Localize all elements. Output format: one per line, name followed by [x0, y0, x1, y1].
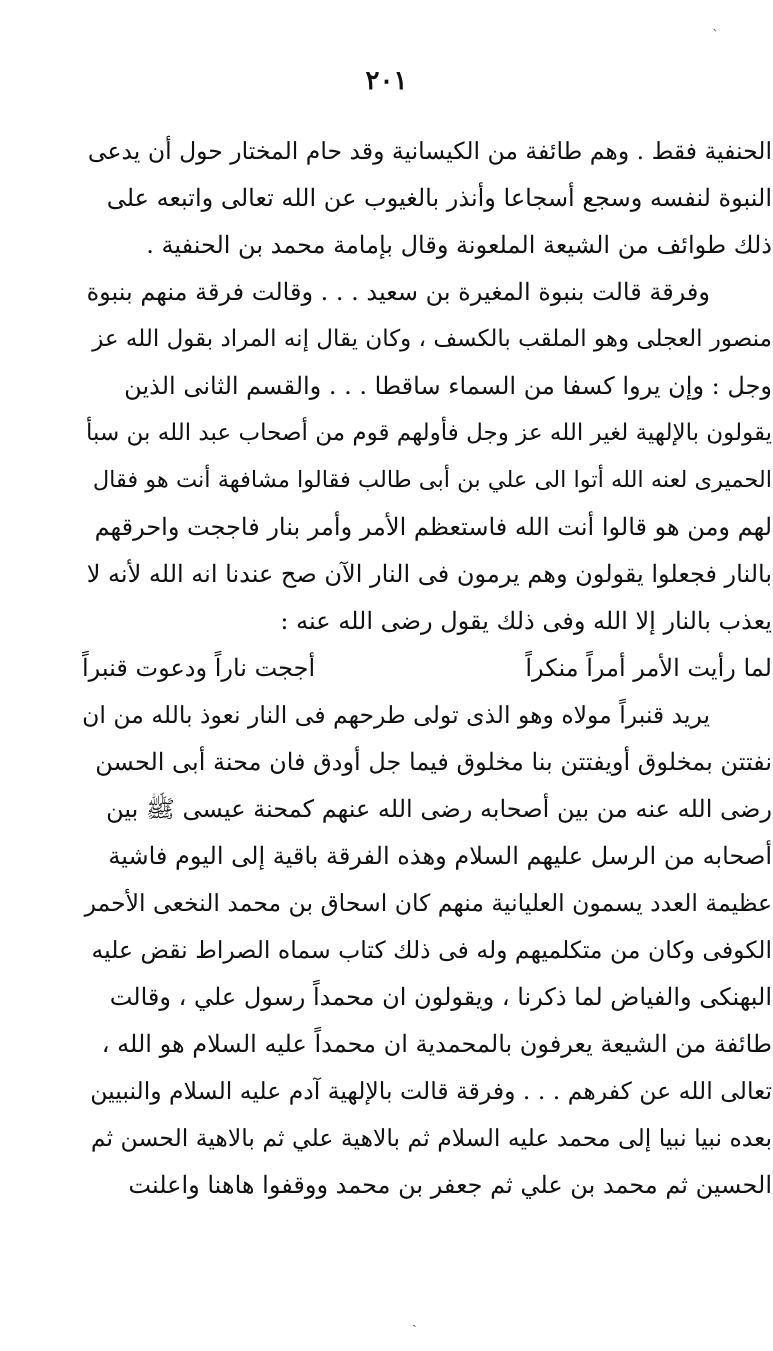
text-line: نفتتن بمخلوق أويفتتن بنا مخلوق فيما جل أودق فان محنة أبى الحسن: [95, 748, 772, 776]
text-line: يقولون بالإلهية لغير الله عز وجل فأولهم قوم من أصحاب عبد الله بن سبأ: [86, 420, 772, 446]
page-number: ٢٠١: [365, 66, 408, 96]
text-line: الحميرى لعنه الله أتوا الى علي بن أبى طالب فقالوا مشافهة أنت هو فقال: [92, 467, 772, 493]
text-line: الكوفى وكان من متكلميهم وله فى ذلك كتاب سماه الصراط نقض عليه: [91, 936, 772, 964]
poetry-verse: [82, 645, 772, 692]
scan-speck: ˏ: [412, 1312, 417, 1328]
text-line: لهم ومن هو قالوا أنت الله فاستعظم الأمر وأمر بنار فاججت واحرقهم: [94, 513, 772, 541]
text-line: الحسين ثم محمد بن علي ثم جعفر بن محمد ووقفوا هاهنا واعلنت: [128, 1171, 772, 1199]
text-line: الحنفية فقط . وهم طائفة من الكيسانية وقد حام المختار حول أن يدعى: [87, 137, 772, 165]
text-line: تعالى الله عن كفرهم . . . وفرقة قالت بالإلهية آدم عليه السلام والنبيين: [90, 1077, 772, 1105]
text-line: طائفة من الشيعة يعرفون بالمحمدية ان محمداً عليه السلام هو الله ،: [101, 1030, 772, 1058]
scan-speck: ˋ: [712, 28, 719, 44]
text-line: وجل : وإن يروا كسفا من السماء ساقطا . . . والقسم الثانى الذين: [124, 372, 772, 400]
text-line: النبوة لنفسه وسجع أسجاعا وأنذر بالغيوب عن الله تعالى واتبعه على: [106, 184, 772, 212]
text-line: بعده نبيا نبيا إلى محمد عليه السلام ثم بالاهية علي ثم بالاهية الحسن ثم: [90, 1124, 772, 1152]
text-line-paragraph-start: وفرقة قالت بنبوة المغيرة بن سعيد . . . وقالت فرقة منهم بنبوة: [86, 278, 710, 306]
text-line: منصور العجلى وهو الملقب بالكسف ، وكان يقال إنه المراد بقول الله عز: [92, 326, 772, 352]
text-line-paragraph-start: يريد قنبراً مولاه وهو الذى تولى طرحهم فى النار نعوذ بالله من ان: [82, 701, 710, 729]
text-line: رضى الله عنه من بين أصحابه رضى الله عنهم كمحنة عيسى ﷺ بين: [106, 795, 772, 823]
verse-first-hemistich: لما رأيت الأمر أمراً منكراً: [525, 654, 772, 682]
text-line: عظيمة العدد يسمون العليانية منهم كان اسحاق بن محمد النخعى الأحمر: [84, 889, 772, 917]
text-line: يعذب بالنار إلا الله وفى ذلك يقول رضى الله عنه :: [280, 607, 772, 635]
text-line: ذلك طوائف من الشيعة الملعونة وقال بإمامة محمد بن الحنفية .: [146, 231, 772, 259]
text-line: بالنار فجعلوا يقولون وهم يرمون فى النار الآن صح عندنا انه الله لأنه لا: [86, 560, 772, 588]
text-line: أصحابه من الرسل عليهم السلام وهذه الفرقة باقية إلى اليوم فاشية: [108, 842, 772, 870]
verse-second-hemistich: أججت ناراً ودعوت قنبراً: [82, 654, 316, 682]
body-text: [82, 128, 772, 1209]
text-line: البهنكى والفياض لما ذكرنا ، ويقولون ان محمداً رسول علي ، وقالت: [109, 983, 772, 1011]
